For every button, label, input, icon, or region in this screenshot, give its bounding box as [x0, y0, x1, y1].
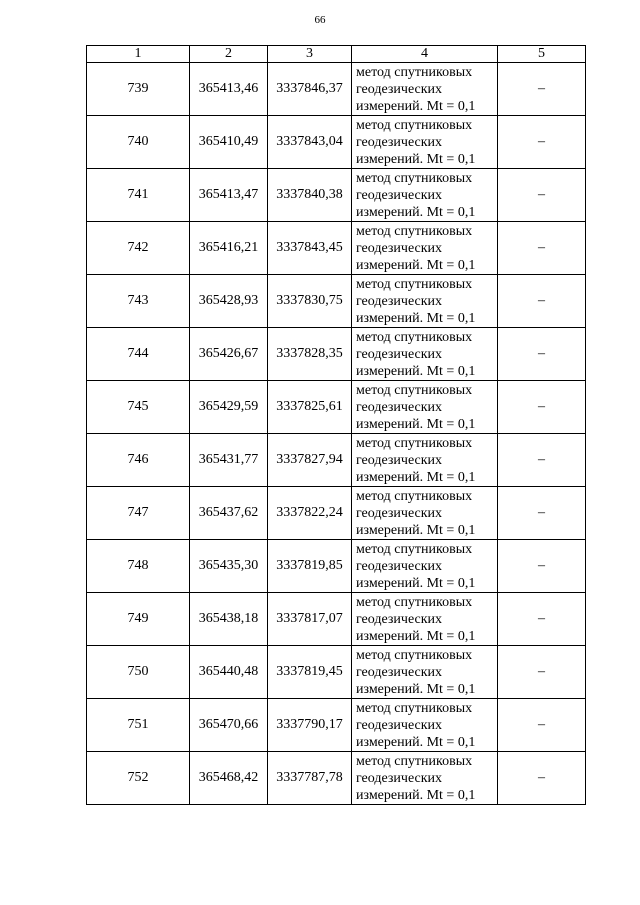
method-cell — [352, 169, 498, 222]
point-number-cell: 744 — [87, 328, 190, 381]
point-number-cell: 748 — [87, 540, 190, 593]
table-body — [87, 63, 586, 805]
column-5-cell: – — [498, 752, 586, 805]
x-coordinate-cell: 365428,93 — [190, 275, 268, 328]
method-line: метод спутниковых — [356, 541, 473, 557]
method-line: геодезических — [356, 187, 443, 203]
x-coordinate-cell: 365468,42 — [190, 752, 268, 805]
method-cell — [352, 646, 498, 699]
point-number-cell: 739 — [87, 63, 190, 116]
point-number-cell: 742 — [87, 222, 190, 275]
method-line: измерений. Mt = 0,1 — [356, 628, 476, 644]
point-number-cell: 751 — [87, 699, 190, 752]
method-line: геодезических — [356, 611, 443, 627]
table-row — [87, 116, 586, 169]
method-cell — [352, 487, 498, 540]
y-coordinate-cell: 3337827,94 — [268, 434, 352, 487]
method-line: измерений. Mt = 0,1 — [356, 98, 476, 114]
table-row — [87, 63, 586, 116]
table-header-row — [87, 46, 586, 63]
y-coordinate-cell: 3337843,04 — [268, 116, 352, 169]
y-coordinate-cell: 3337846,37 — [268, 63, 352, 116]
column-5-cell: – — [498, 540, 586, 593]
header-col-1: 1 — [87, 46, 190, 63]
column-5-cell: – — [498, 116, 586, 169]
method-line: измерений. Mt = 0,1 — [356, 734, 476, 750]
column-5-cell: – — [498, 487, 586, 540]
method-line: метод спутниковых — [356, 700, 473, 716]
method-line: измерений. Mt = 0,1 — [356, 151, 476, 167]
x-coordinate-cell: 365470,66 — [190, 699, 268, 752]
method-line: геодезических — [356, 240, 443, 256]
method-line: геодезических — [356, 770, 443, 786]
method-cell — [352, 63, 498, 116]
x-coordinate-cell: 365429,59 — [190, 381, 268, 434]
method-line: метод спутниковых — [356, 117, 473, 133]
method-line: метод спутниковых — [356, 435, 473, 451]
x-coordinate-cell: 365413,47 — [190, 169, 268, 222]
method-line: метод спутниковых — [356, 488, 473, 504]
table-row — [87, 752, 586, 805]
method-line: метод спутниковых — [356, 170, 473, 186]
method-cell — [352, 381, 498, 434]
y-coordinate-cell: 3337819,85 — [268, 540, 352, 593]
method-line: геодезических — [356, 293, 443, 309]
method-line: геодезических — [356, 134, 443, 150]
table-row — [87, 381, 586, 434]
method-line: геодезических — [356, 717, 443, 733]
method-cell — [352, 540, 498, 593]
x-coordinate-cell: 365413,46 — [190, 63, 268, 116]
method-line: измерений. Mt = 0,1 — [356, 204, 476, 220]
table-row — [87, 434, 586, 487]
x-coordinate-cell: 365410,49 — [190, 116, 268, 169]
column-5-cell: – — [498, 593, 586, 646]
y-coordinate-cell: 3337790,17 — [268, 699, 352, 752]
y-coordinate-cell: 3337787,78 — [268, 752, 352, 805]
y-coordinate-cell: 3337840,38 — [268, 169, 352, 222]
y-coordinate-cell: 3337819,45 — [268, 646, 352, 699]
point-number-cell: 752 — [87, 752, 190, 805]
table-row — [87, 487, 586, 540]
x-coordinate-cell: 365426,67 — [190, 328, 268, 381]
method-line: геодезических — [356, 399, 443, 415]
method-line: измерений. Mt = 0,1 — [356, 681, 476, 697]
method-line: метод спутниковых — [356, 64, 473, 80]
x-coordinate-cell: 365431,77 — [190, 434, 268, 487]
x-coordinate-cell: 365437,62 — [190, 487, 268, 540]
table-row — [87, 169, 586, 222]
method-line: геодезических — [356, 558, 443, 574]
method-line: измерений. Mt = 0,1 — [356, 257, 476, 273]
method-line: измерений. Mt = 0,1 — [356, 522, 476, 538]
point-number-cell: 741 — [87, 169, 190, 222]
table-row — [87, 593, 586, 646]
header-col-2: 2 — [190, 46, 268, 63]
table-row — [87, 646, 586, 699]
method-cell — [352, 222, 498, 275]
header-col-4: 4 — [352, 46, 498, 63]
coordinates-table — [86, 45, 586, 805]
method-line: измерений. Mt = 0,1 — [356, 469, 476, 485]
point-number-cell: 743 — [87, 275, 190, 328]
method-line: геодезических — [356, 346, 443, 362]
method-line: геодезических — [356, 664, 443, 680]
method-line: метод спутниковых — [356, 276, 473, 292]
y-coordinate-cell: 3337822,24 — [268, 487, 352, 540]
y-coordinate-cell: 3337830,75 — [268, 275, 352, 328]
x-coordinate-cell: 365435,30 — [190, 540, 268, 593]
method-cell — [352, 752, 498, 805]
column-5-cell: – — [498, 169, 586, 222]
method-line: метод спутниковых — [356, 647, 473, 663]
y-coordinate-cell: 3337828,35 — [268, 328, 352, 381]
method-line: измерений. Mt = 0,1 — [356, 416, 476, 432]
column-5-cell: – — [498, 699, 586, 752]
column-5-cell: – — [498, 646, 586, 699]
point-number-cell: 750 — [87, 646, 190, 699]
method-line: метод спутниковых — [356, 753, 473, 769]
method-line: измерений. Mt = 0,1 — [356, 310, 476, 326]
method-line: метод спутниковых — [356, 223, 473, 239]
point-number-cell: 746 — [87, 434, 190, 487]
column-5-cell: – — [498, 63, 586, 116]
header-col-3: 3 — [268, 46, 352, 63]
table-row — [87, 699, 586, 752]
page-number: 66 — [314, 14, 326, 26]
method-line: метод спутниковых — [356, 382, 473, 398]
table-row — [87, 540, 586, 593]
point-number-cell: 740 — [87, 116, 190, 169]
column-5-cell: – — [498, 275, 586, 328]
point-number-cell: 749 — [87, 593, 190, 646]
table-row — [87, 222, 586, 275]
method-cell — [352, 699, 498, 752]
column-5-cell: – — [498, 381, 586, 434]
method-cell — [352, 328, 498, 381]
method-line: геодезических — [356, 81, 443, 97]
method-line: геодезических — [356, 505, 443, 521]
point-number-cell: 747 — [87, 487, 190, 540]
y-coordinate-cell: 3337843,45 — [268, 222, 352, 275]
table-row — [87, 328, 586, 381]
method-cell — [352, 116, 498, 169]
point-number-cell: 745 — [87, 381, 190, 434]
method-line: измерений. Mt = 0,1 — [356, 363, 476, 379]
table-row — [87, 275, 586, 328]
method-cell — [352, 275, 498, 328]
x-coordinate-cell: 365438,18 — [190, 593, 268, 646]
method-line: измерений. Mt = 0,1 — [356, 575, 476, 591]
column-5-cell: – — [498, 434, 586, 487]
y-coordinate-cell: 3337825,61 — [268, 381, 352, 434]
x-coordinate-cell: 365440,48 — [190, 646, 268, 699]
method-line: измерений. Mt = 0,1 — [356, 787, 476, 803]
method-line: геодезических — [356, 452, 443, 468]
method-line: метод спутниковых — [356, 329, 473, 345]
column-5-cell: – — [498, 328, 586, 381]
y-coordinate-cell: 3337817,07 — [268, 593, 352, 646]
method-cell — [352, 434, 498, 487]
method-line: метод спутниковых — [356, 594, 473, 610]
column-5-cell: – — [498, 222, 586, 275]
method-cell — [352, 593, 498, 646]
header-col-5: 5 — [498, 46, 586, 63]
x-coordinate-cell: 365416,21 — [190, 222, 268, 275]
